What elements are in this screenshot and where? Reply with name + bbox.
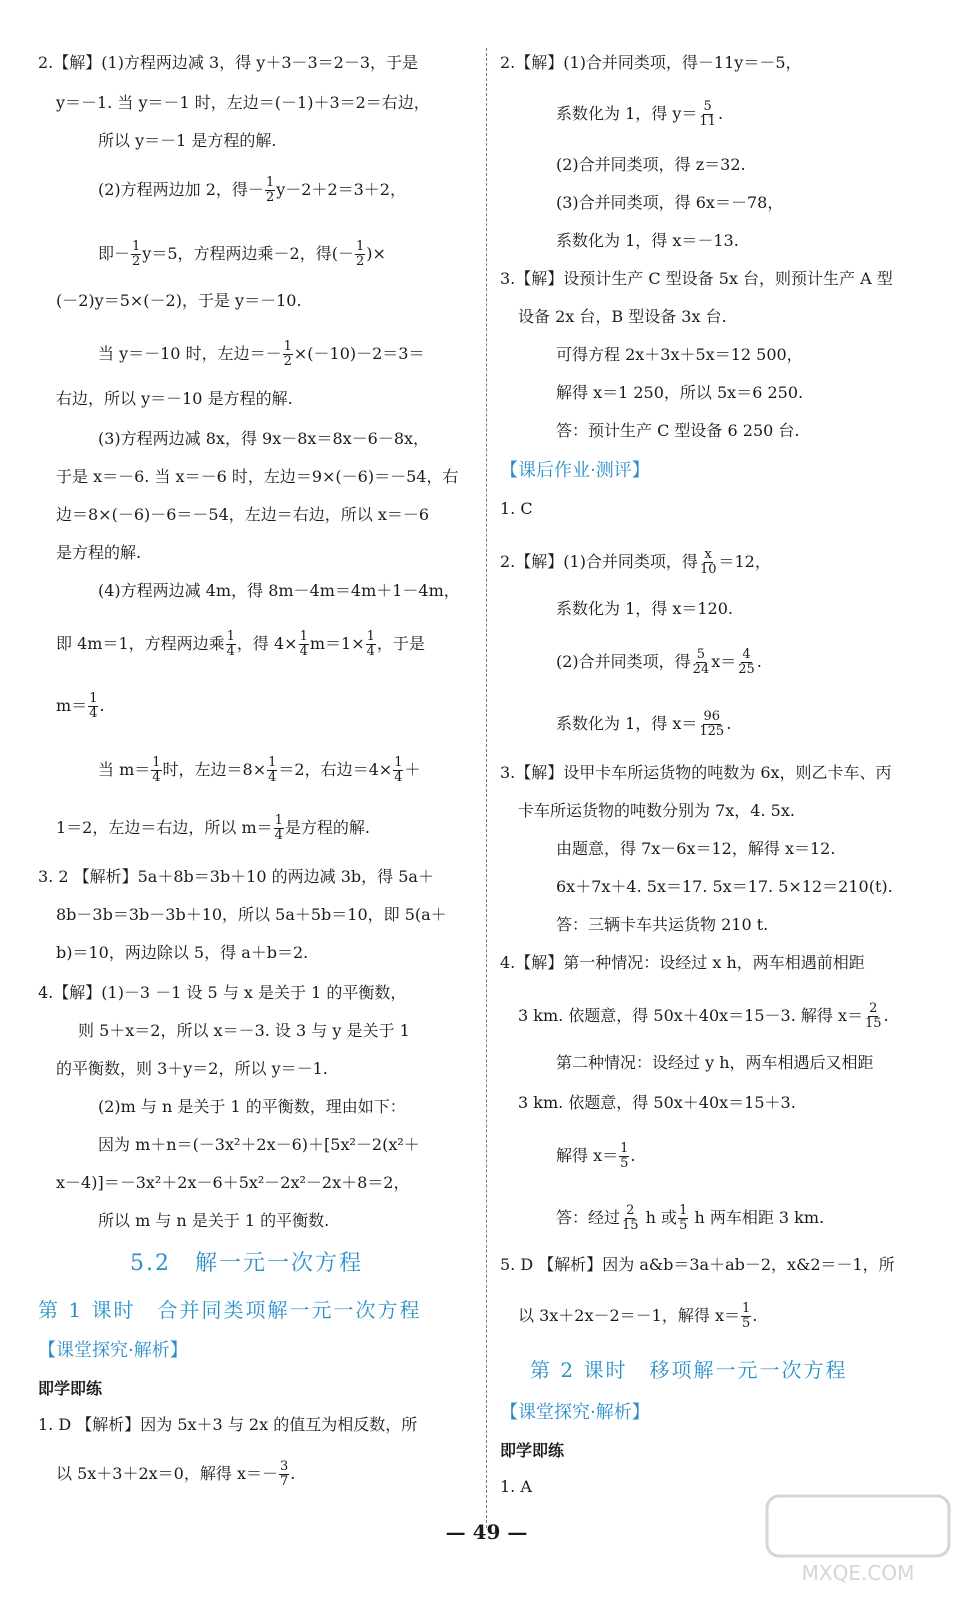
text: ＝2，右边＝4×: [278, 760, 393, 779]
numerator: 2: [626, 1203, 635, 1218]
text-line: 于是 x＝－6. 当 x＝－6 时，左边＝9×(－6)＝－54，右: [56, 467, 459, 486]
text: h 两车相距 3 km.: [694, 1208, 825, 1227]
fraction: [88, 692, 98, 721]
section-title: 5.2 解一元一次方程: [130, 1251, 363, 1276]
numerator: 4: [742, 647, 751, 662]
text-line: 5. D 【解析】因为 a&b＝3a＋ab－2，x&2＝－1，所: [500, 1255, 895, 1274]
fraction: [737, 648, 756, 677]
denominator: 11: [699, 114, 716, 129]
fraction: [692, 648, 711, 677]
text-line: 边＝8×(－6)－6＝－54，左边＝右边，所以 x＝－6: [56, 505, 430, 524]
fraction: [619, 1142, 629, 1171]
subheading: 即学即练: [500, 1441, 565, 1460]
equation-line: [56, 630, 425, 659]
text-line: (2)合并同类项，得 z＝32.: [556, 155, 746, 174]
section-tag: 【课后作业·测评】: [500, 460, 650, 481]
watermark-logo: [763, 1492, 953, 1592]
denominator: 4: [226, 644, 235, 659]
fraction: [283, 340, 293, 369]
text: y＝5，方程两边乘－2，得: [142, 244, 332, 263]
denominator: 4: [152, 770, 161, 785]
text: ＋: [404, 760, 421, 779]
fraction: [698, 100, 717, 129]
text-line: (4)方程两边减 4m，得 8m－4m＝4m＋1－4m，: [98, 581, 460, 600]
numerator: 1: [366, 629, 375, 644]
text-line: 答：预计生产 C 型设备 6 250 台.: [556, 421, 800, 440]
denominator: 5: [741, 1316, 751, 1331]
text: 1＝2，左边＝右边，所以 m＝: [56, 818, 273, 837]
text-line: 第二种情况：设经过 y h，两车相遇后又相距: [556, 1053, 874, 1072]
equation-line: [56, 814, 370, 843]
equation-line: [98, 756, 421, 785]
text: 3 km. 依题意，得 50x＋40x＝15－3. 解得 x＝: [518, 1006, 863, 1025]
denominator: 4: [299, 644, 308, 659]
denominator: 125: [699, 724, 725, 739]
numerator: 2: [869, 1001, 878, 1016]
numerator: 96: [703, 709, 721, 724]
text: ，得 4×: [236, 634, 298, 653]
text-line: 解得 x＝1 250，所以 5x＝6 250.: [556, 383, 804, 402]
text: 解得 x＝: [556, 1146, 619, 1165]
fraction: [741, 1302, 751, 1331]
denominator: 4: [366, 644, 375, 659]
text: m＝1×: [309, 634, 365, 653]
denominator: 5: [620, 1156, 629, 1171]
text-line: (3)合并同类项，得 6x＝－78，: [556, 193, 784, 212]
text-line: 系数化为 1，得 x＝120.: [556, 599, 734, 618]
watermark-text: MXQE.COM: [801, 1561, 915, 1585]
text: 当 y＝－10 时，左边＝－: [98, 344, 282, 363]
equation-line: m＝ $\frac{1}{4}$ .: [56, 691, 105, 721]
text: 以 3x＋2x－2＝－1，解得 x＝: [518, 1306, 740, 1325]
text-line: (－2)y＝5×(－2)，于是 y＝－10.: [56, 291, 302, 310]
text-line: 1. A: [500, 1477, 532, 1496]
text: 当 m＝: [98, 760, 151, 779]
text-line: 2.【解】(1)合并同类项，得－11y＝－5，: [500, 53, 802, 72]
numerator: x: [704, 547, 712, 562]
text: (2)合并同类项，得: [556, 652, 691, 671]
text-line: 所以 y＝－1 是方程的解.: [98, 131, 277, 150]
text-line: 设备 2x 台，B 型设备 3x 台.: [518, 307, 727, 326]
text: 是方程的解.: [284, 818, 370, 837]
denominator: 5: [679, 1218, 688, 1233]
fraction: [355, 240, 365, 269]
text: (2)方程两边加 2，得－: [98, 180, 264, 199]
equation-line: [98, 340, 424, 369]
text-line: b)＝10，两边除以 5，得 a＋b＝2.: [56, 943, 309, 962]
fraction: [678, 1204, 688, 1233]
equation-line: 以 5x＋3＋2x＝0，解得 x＝－ $\frac{3}{7}$ .: [56, 1459, 296, 1489]
text-line: 卡车所运货物的吨数分别为 7x，4. 5x.: [518, 801, 795, 820]
denominator: 24: [692, 662, 710, 677]
denominator: 2: [265, 190, 275, 205]
text-line: 因为 m＋n＝(－3x²＋2x－6)＋[5x²－2(x²＋: [98, 1135, 420, 1154]
numerator: 1: [741, 1301, 751, 1316]
numerator: 1: [274, 813, 283, 828]
equation-line: 以 3x＋2x－2＝－1，解得 x＝ $\frac{1}{5}$ .: [518, 1301, 758, 1331]
fraction: [621, 1204, 640, 1233]
text-line: 3.【解】设预计生产 C 型设备 5x 台，则预计生产 A 型: [500, 269, 893, 288]
section-tag: 【课堂探究·解析】: [500, 1402, 650, 1423]
fraction: [864, 1002, 883, 1031]
text-line: 由题意，得 7x－6x＝12，解得 x＝12.: [556, 839, 836, 858]
numerator: 3: [279, 1459, 289, 1474]
equation-line: 系数化为 1，得 y＝ $\frac{5}{11}$ .: [556, 99, 724, 129]
text: y－2＋2＝3＋2，: [276, 180, 406, 199]
text-line: 是方程的解.: [56, 543, 142, 562]
text-line: 右边，所以 y＝－10 是方程的解.: [56, 389, 293, 408]
section-tag: 【课堂探究·解析】: [38, 1340, 188, 1361]
equation-line: (2)合并同类项，得 $\frac{5}{24}$ x＝ $\frac{4}{25}$ .: [556, 647, 762, 677]
text: h 或: [645, 1208, 678, 1227]
numerator: 1: [283, 339, 292, 354]
text-line: 2.【解】(1)方程两边减 3，得 y＋3－3＝2－3，于是: [38, 53, 419, 72]
text-line: 的平衡数，则 3＋y＝2，所以 y＝－1.: [56, 1059, 328, 1078]
numerator: 1: [679, 1203, 688, 1218]
text-line: 3 km. 依题意，得 50x＋40x＝15＋3.: [518, 1093, 796, 1112]
text: 即 4m＝1，方程两边乘: [56, 634, 225, 653]
denominator: 4: [268, 770, 277, 785]
text: ＝12，: [718, 552, 771, 571]
numerator: 1: [265, 175, 275, 190]
text: x＝: [711, 652, 737, 671]
equation-line: [556, 1204, 824, 1233]
text: 即－: [98, 244, 131, 263]
text-line: 6x＋7x＋4. 5x＝17. 5x＝17. 5×12＝210(t).: [556, 877, 893, 896]
fraction: [366, 630, 376, 659]
denominator: 7: [279, 1474, 289, 1489]
lesson-title: 第 1 课时 合并同类项解一元一次方程: [38, 1298, 422, 1322]
subheading: 即学即练: [38, 1379, 103, 1398]
column-divider: [486, 48, 487, 1528]
text-line: 系数化为 1，得 x＝－13.: [556, 231, 739, 250]
numerator: 5: [696, 647, 706, 662]
denominator: 4: [274, 828, 283, 843]
text-line: (2)m 与 n 是关于 1 的平衡数，理由如下：: [98, 1097, 406, 1116]
text: m＝: [56, 696, 88, 715]
numerator: 1: [299, 629, 308, 644]
numerator: 5: [703, 99, 712, 114]
equation-line: 系数化为 1，得 x＝ $\frac{96}{125}$ .: [556, 709, 732, 739]
text: ×: [372, 244, 386, 263]
fraction: [131, 240, 141, 269]
text: 答：经过: [556, 1208, 621, 1227]
denominator: 2: [132, 254, 141, 269]
denominator: 15: [864, 1016, 882, 1031]
fraction: [226, 630, 236, 659]
numerator: 1: [355, 239, 365, 254]
fraction: [699, 548, 718, 577]
watermark-frame: [767, 1496, 949, 1556]
text-line: 3.【解】设甲卡车所运货物的吨数为 6x，则乙卡车、丙: [500, 763, 892, 782]
text-line: x－4)]＝－3x²＋2x－6＋5x²－2x²－2x＋8＝2，: [56, 1173, 410, 1192]
numerator: 1: [132, 239, 141, 254]
fraction: [151, 756, 161, 785]
denominator: 15: [622, 1218, 639, 1233]
page-number: — 49 —: [445, 1520, 528, 1544]
text-line: 1. D 【解析】因为 5x＋3 与 2x 的值互为相反数，所: [38, 1415, 418, 1434]
numerator: 1: [226, 629, 235, 644]
denominator: 2: [283, 354, 292, 369]
denominator: 4: [394, 770, 403, 785]
fraction: [279, 1460, 289, 1489]
equation-line: 即－ $\frac{1}{2}$ y＝5，方程两边乘－2，得(－ $\frac{1}{2}$ )×: [98, 239, 386, 269]
text-line: 可得方程 2x＋3x＋5x＝12 500，: [556, 345, 803, 364]
numerator: 1: [89, 691, 98, 706]
lesson-title: 第 2 课时 移项解一元一次方程: [530, 1358, 848, 1382]
numerator: 1: [394, 755, 403, 770]
text-line: (3)方程两边减 8x，得 9x－8x＝8x－6－8x，: [98, 429, 430, 448]
equation-line: [98, 176, 406, 205]
denominator: 4: [89, 706, 98, 721]
text: ×(－10)－2＝3＝: [293, 344, 425, 363]
equation-line: 解得 x＝ $\frac{1}{5}$ .: [556, 1141, 636, 1171]
text-line: 4.【解】第一种情况：设经过 x h，两车相遇前相距: [500, 953, 865, 972]
text: 系数化为 1，得 y＝: [556, 104, 698, 123]
text: 时，左边＝8×: [162, 760, 267, 779]
numerator: 1: [152, 755, 161, 770]
text-line: 8b－3b＝3b－3b＋10，所以 5a＋5b＝10，即 5(a＋: [56, 905, 447, 924]
equation-line: [500, 548, 771, 577]
fraction: [698, 710, 725, 739]
fraction: [299, 630, 309, 659]
denominator: 10: [699, 562, 717, 577]
text: 以 5x＋3＋2x＝0，解得 x＝－: [56, 1464, 278, 1483]
text: 2.【解】(1)合并同类项，得: [500, 552, 698, 571]
text: 系数化为 1，得 x＝: [556, 714, 698, 733]
numerator: 1: [620, 1141, 629, 1156]
denominator: 2: [355, 254, 365, 269]
numerator: 1: [268, 755, 277, 770]
text-line: 则 5＋x＝2，所以 x＝－3. 设 3 与 y 是关于 1: [78, 1021, 410, 1040]
text-line: 答：三辆卡车共运货物 210 t.: [556, 915, 769, 934]
equation-line: 3 km. 依题意，得 50x＋40x＝15－3. 解得 x＝ $\frac{2}{15}$ .: [518, 1001, 889, 1031]
text-line: 4.【解】(1)－3 －1 设 5 与 x 是关于 1 的平衡数，: [38, 983, 407, 1002]
text-line: 3. 2 【解析】5a＋8b＝3b＋10 的两边减 3b，得 5a＋: [38, 867, 434, 886]
text-line: 所以 m 与 n 是关于 1 的平衡数.: [98, 1211, 330, 1230]
denominator: 25: [738, 662, 755, 677]
fraction: [267, 756, 277, 785]
fraction: [265, 176, 275, 205]
text-line: 1. C: [500, 499, 533, 518]
text-line: y＝－1. 当 y＝－1 时，左边＝(－1)＋3＝2＝右边，: [56, 93, 430, 112]
text: ，于是: [376, 634, 425, 653]
fraction: [393, 756, 403, 785]
fraction: [274, 814, 284, 843]
